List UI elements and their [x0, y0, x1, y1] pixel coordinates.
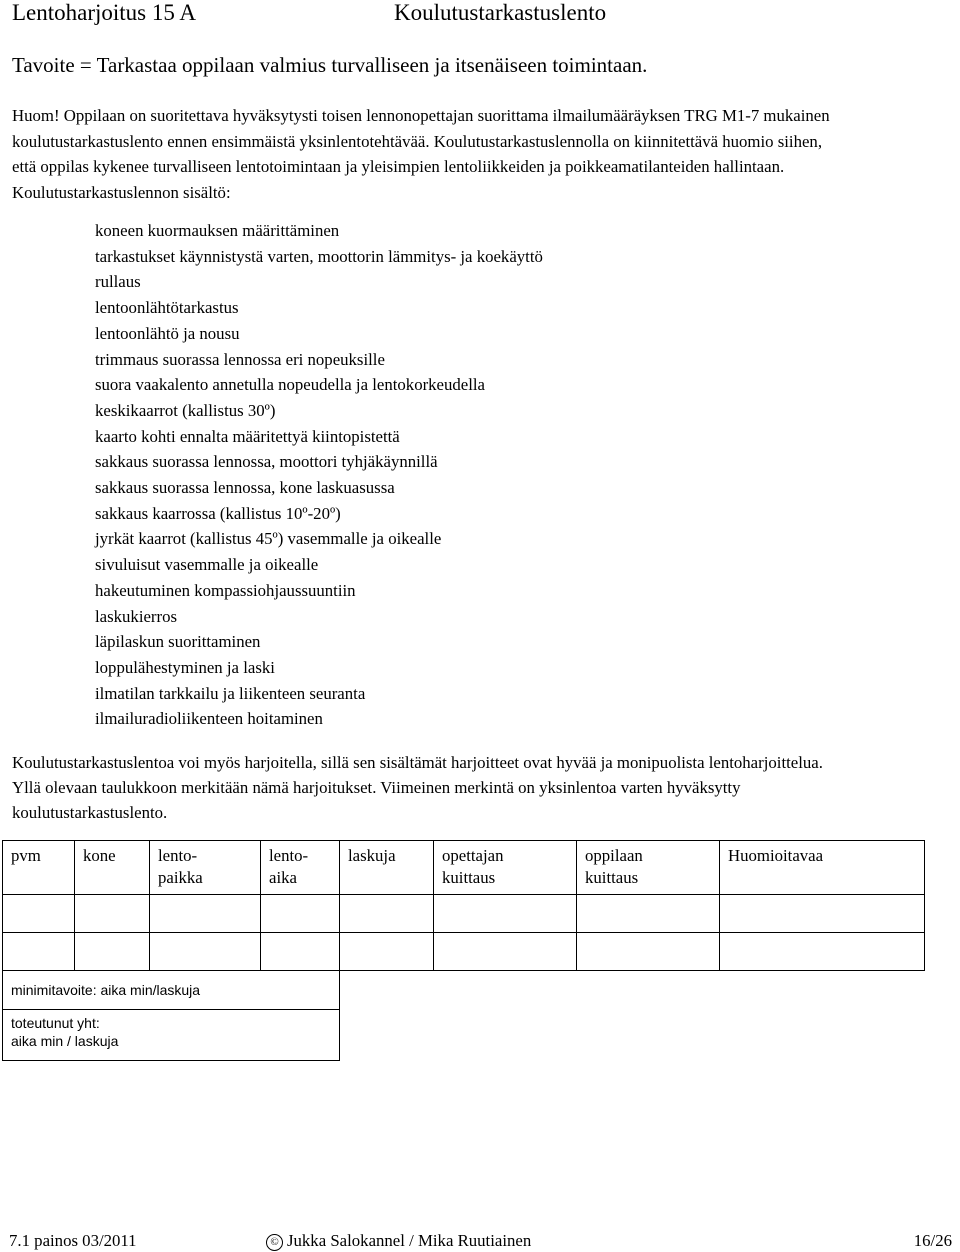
summary-spacer	[340, 971, 925, 1010]
list-item: lentoonlähtötarkastus	[95, 298, 239, 318]
edition-note: 7.1 painos 03/2011	[9, 1231, 137, 1250]
table-row	[3, 895, 925, 933]
header-student-signoff: oppilaan kuittaus	[577, 841, 720, 895]
intro-line: että oppilas kykenee turvalliseen lentotoimintaan ja yleisimpien lentoliikkeiden ja poikkeamatilanteiden hallintaan.	[12, 157, 785, 176]
list-item: sivuluisut vasemmalle ja oikealle	[95, 555, 319, 575]
intro-line: koulutustarkastuslento ennen ensimmäistä yksinlentotehtävää. Koulutustarkastuslennolla on kiinnitettävä huomio siihen,	[12, 131, 823, 151]
header-remarks: Huomioitavaa	[720, 841, 925, 895]
list-item: suora vaakalento annetulla nopeudella ja lentokorkeudella	[95, 375, 486, 395]
summary-target-row	[3, 971, 925, 1010]
header-instructor-signoff: opettajan kuittaus	[434, 841, 577, 895]
list-item: lentoonlähtö ja nousu	[95, 323, 240, 343]
list-item: keskikaarrot (kallistus 30º)	[95, 400, 276, 420]
list-item: ilmailuradioliikenteen hoitaminen	[95, 709, 323, 729]
lesson-title: Lentoharjoitus 15 A	[12, 0, 196, 25]
copyright-icon: ©	[266, 1234, 283, 1251]
list-item: ilmatilan tarkkailu ja liikenteen seuranta	[95, 683, 366, 703]
header-aircraft: kone	[75, 841, 150, 895]
list-item: sakkaus kaarrossa (kallistus 10º-20º)	[95, 503, 341, 523]
list-item: hakeutuminen kompassiohjaussuuntiin	[95, 580, 356, 600]
table-cell[interactable]	[3, 895, 75, 933]
list-item: trimmaus suorassa lennossa eri nopeuksille	[95, 349, 385, 369]
closing-line: koulutustarkastuslento.	[12, 803, 168, 822]
summary-actual-row	[3, 1010, 925, 1061]
page-number: 16/26	[913, 1231, 952, 1250]
intro-line: Huom! Oppilaan on suoritettava hyväksytysti toisen lennonopettajan suorittama ilmailumääräyksen TRG M1-7 mukainen	[12, 106, 830, 125]
summary-target-cell: minimitavoite: aika min/laskuja	[3, 971, 340, 1010]
summary-spacer	[340, 1010, 925, 1061]
list-item: jyrkät kaarrot (kallistus 45º) vasemmalle ja oikealle	[95, 529, 442, 549]
closing-line: Koulutustarkastuslentoa voi myös harjoitella, sillä sen sisältämät harjoitteet ovat hyvää ja monipuolista lentoharjoittelua.	[12, 753, 823, 772]
table-cell[interactable]	[340, 933, 434, 971]
intro-line: Koulutustarkastuslennon sisältö:	[12, 182, 231, 202]
copyright-line	[266, 1230, 531, 1252]
authors: Jukka Salokannel / Mika Ruutiainen	[287, 1231, 532, 1250]
table-cell[interactable]	[434, 933, 577, 971]
table-cell[interactable]	[75, 933, 150, 971]
summary-actual-cell	[3, 1010, 340, 1061]
list-item: läpilaskun suorittaminen	[95, 632, 261, 652]
table-cell[interactable]	[434, 895, 577, 933]
list-item: tarkastukset käynnistystä varten, moottorin lämmitys- ja koekäyttö	[95, 246, 543, 266]
table-header-row	[3, 841, 925, 895]
table-row	[3, 933, 925, 971]
summary-actual-line: aika min / laskuja	[11, 1033, 119, 1049]
content-list	[95, 218, 543, 732]
list-item: rullaus	[95, 272, 141, 292]
table-cell[interactable]	[340, 895, 434, 933]
table-cell[interactable]	[75, 895, 150, 933]
list-item: laskukierros	[95, 606, 178, 626]
list-item: kaarto kohti ennalta määritettyä kiintopistettä	[95, 426, 400, 446]
header-location: lento- paikka	[150, 841, 261, 895]
table-cell[interactable]	[3, 933, 75, 971]
table-cell[interactable]	[577, 895, 720, 933]
closing-line: Yllä olevaan taulukkoon merkitään nämä harjoitukset. Viimeinen merkintä on yksinlentoa varten hyväksytty	[12, 778, 741, 797]
table-cell[interactable]	[577, 933, 720, 971]
table-cell[interactable]	[150, 895, 261, 933]
table-cell[interactable]	[261, 933, 340, 971]
closing-paragraph	[12, 750, 956, 825]
table-cell[interactable]	[720, 933, 925, 971]
list-item: loppulähestyminen ja laski	[95, 657, 275, 677]
lesson-topic: Koulutustarkastuslento	[394, 0, 607, 25]
header-landings: laskuja	[340, 841, 434, 895]
table-cell[interactable]	[261, 895, 340, 933]
list-item: sakkaus suorassa lennossa, kone laskuasussa	[95, 478, 395, 498]
table-cell[interactable]	[720, 895, 925, 933]
intro-paragraph	[12, 103, 956, 205]
table-cell[interactable]	[150, 933, 261, 971]
header-date: pvm	[3, 841, 75, 895]
header-flight-time: lento- aika	[261, 841, 340, 895]
flight-log-table	[2, 840, 925, 1061]
summary-actual-line: toteutunut yht:	[11, 1015, 100, 1031]
list-item: koneen kuormauksen määrittäminen	[95, 221, 340, 240]
goal-statement: Tavoite = Tarkastaa oppilaan valmius turvalliseen ja itsenäiseen toimintaan.	[12, 53, 648, 77]
list-item: sakkaus suorassa lennossa, moottori tyhjäkäynnillä	[95, 452, 438, 472]
